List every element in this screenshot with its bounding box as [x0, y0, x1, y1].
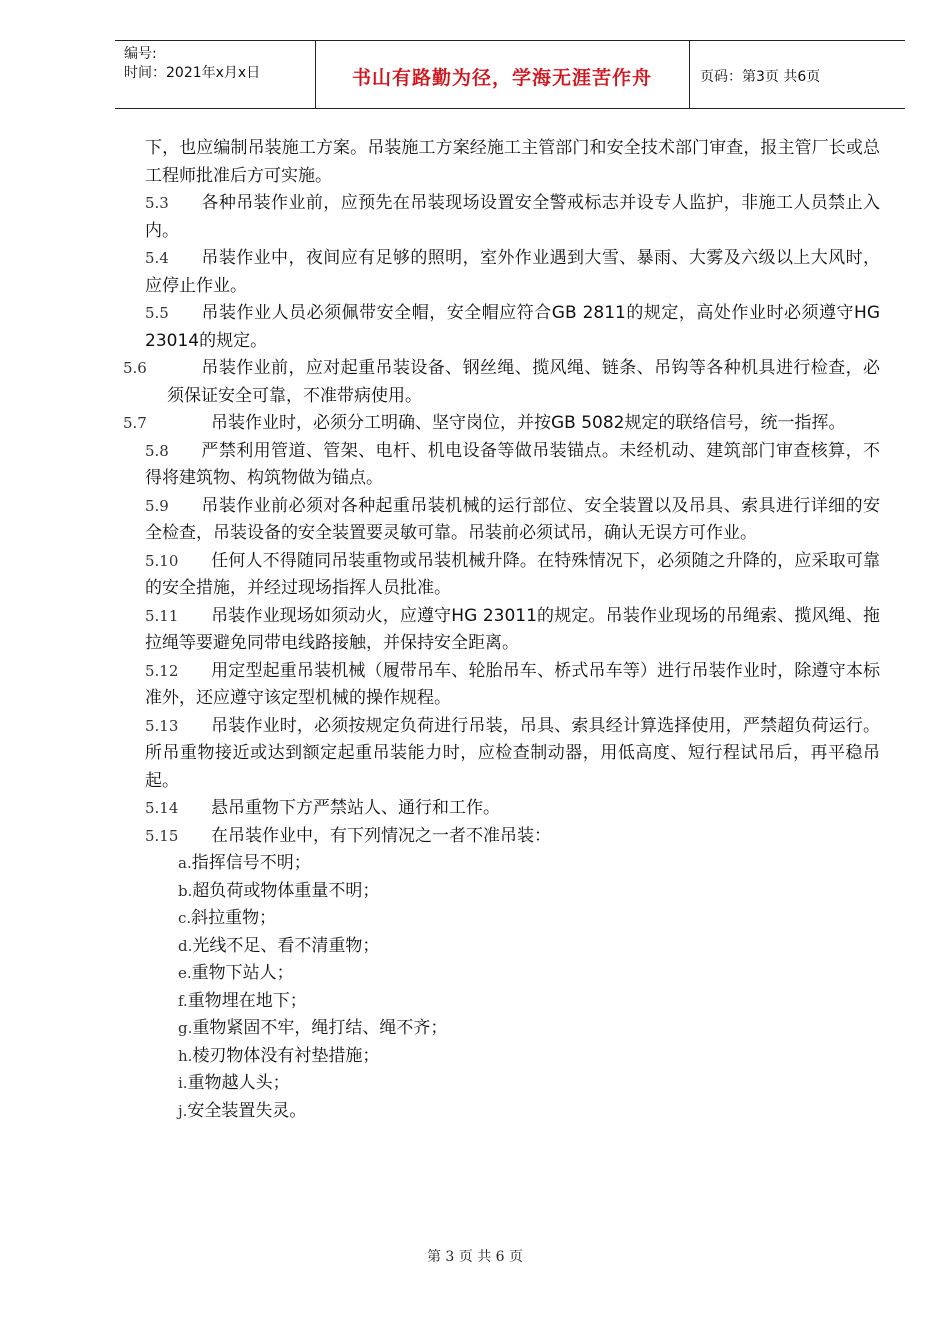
clause-5-11: [145, 603, 880, 658]
list-item-letter: d.: [178, 936, 193, 955]
list-item-text: 重物埋在地下；: [187, 990, 307, 1011]
header-motto-cell: [315, 41, 690, 108]
clause-number: 5.15: [145, 826, 179, 845]
clause-text: 吊装作业前，应对起重吊装设备、钢丝绳、揽风绳、链条、吊钩等各种机具进行检查，必须保证安全可靠，不准带病使用。: [167, 358, 880, 406]
list-item: [145, 988, 880, 1016]
list-item-text: 重物越人头；: [187, 1073, 290, 1093]
list-item: [145, 1070, 880, 1098]
list-item-text: 棱刃物体没有衬垫措施；: [192, 1045, 380, 1066]
motto-text: 书山有路勤为径，学海无涯苦作舟: [351, 67, 652, 89]
clause-5-8: [145, 438, 880, 493]
clause-text: 吊装作业现场如须动火，应遵守HG 23011的规定。吊装作业现场的吊绳索、揽风绳、拖拉绳等要避免同带电线路接触，并保持安全距离。: [145, 605, 880, 653]
list-item-text: 超负荷或物体重量不明；: [192, 880, 380, 901]
doc-time-label: 时间：2021年x月x日: [124, 65, 261, 81]
clause-5-4: [145, 245, 880, 300]
doc-code-label: 编号:: [124, 46, 157, 62]
list-item-letter: a.: [178, 854, 192, 872]
clause-5-15: [145, 823, 880, 851]
list-item-text: 指挥信号不明；: [191, 853, 311, 873]
list-item-letter: g.: [178, 1019, 193, 1037]
clause-number: 5.7: [123, 414, 147, 432]
clause-number: 5.14: [145, 799, 179, 817]
list-item-letter: j.: [178, 1101, 188, 1120]
list-item: [145, 1098, 880, 1126]
clause-text: 用定型起重吊装机械（履带吊车、轮胎吊车、桥式吊车等）进行吊装作业时，除遵守本标准外，还应遵守该定型机械的操作规程。: [145, 660, 880, 708]
list-item-text: 重物下站人；: [191, 963, 294, 983]
clause-text: 各种吊装作业前，应预先在吊装现场设置安全警戒标志并设专人监护，非施工人员禁止入内。: [145, 193, 880, 241]
list-item: [145, 960, 880, 988]
clause-text: 在吊装作业中，有下列情况之一者不准吊装：: [211, 825, 551, 846]
clause-5-10: [145, 548, 880, 603]
list-item: [145, 1015, 880, 1043]
clause-number: 5.4: [145, 249, 169, 267]
clause-5-3: [145, 190, 880, 245]
list-item-text: 光线不足、看不清重物；: [192, 935, 380, 956]
clause-text: 任何人不得随同吊装重物或吊装机械升降。在特殊情况下，必须随之升降的，应采取可靠的安全措施，并经过现场指挥人员批准。: [145, 550, 880, 598]
clause-5-12: [145, 658, 880, 713]
clause-number: 5.8: [145, 441, 169, 460]
clause-number: 5.6: [123, 359, 147, 377]
clause-number: 5.12: [145, 661, 179, 680]
list-item-letter: b.: [178, 881, 193, 900]
clause-text: 悬吊重物下方严禁站人、通行和工作。: [211, 798, 500, 818]
clause-text: 严禁利用管道、管架、电杆、机电设备等做吊装锚点。未经机动、建筑部门审查核算，不得将建筑物、构筑物做为锚点。: [145, 440, 880, 488]
clause-number: 5.3: [145, 194, 169, 212]
header-info-cell: [115, 41, 316, 108]
clause-number: 5.13: [145, 716, 179, 735]
clause-text: 吊装作业前必须对各种起重吊装机械的运行部位、安全装置以及吊具、索具进行详细的安全检查，吊装设备的安全装置要灵敏可靠。吊装前必须试吊，确认无误方可作业。: [145, 495, 880, 543]
clause-5-5: [145, 300, 880, 355]
list-item: [145, 1043, 880, 1071]
list-item-letter: i.: [178, 1074, 188, 1092]
page-header: [115, 40, 905, 109]
clause-number: 5.11: [145, 606, 179, 625]
clause-number: 5.9: [145, 496, 169, 515]
clause-number: 5.5: [145, 304, 169, 322]
page-number-label: 页码：第3页 共6页: [700, 69, 821, 85]
clause-5-6: [123, 355, 880, 410]
list-item-letter: h.: [178, 1046, 193, 1065]
list-item-text: 安全装置失灵。: [187, 1100, 307, 1121]
list-item-text: 重物紧固不牢，绳打结、绳不齐；: [192, 1018, 448, 1038]
list-item: [145, 905, 880, 933]
clause-5-14: [145, 795, 880, 823]
clause-text: 吊装作业时，必须分工明确、坚守岗位，并按GB 5082规定的联络信号，统一指挥。: [211, 413, 846, 433]
list-item: [145, 933, 880, 961]
clause-5-9: [145, 493, 880, 548]
clause-5-7: [123, 410, 880, 438]
list-item-letter: e.: [178, 964, 192, 982]
list-item: [145, 878, 880, 906]
list-item-letter: c.: [178, 909, 192, 927]
clause-5-13: [145, 713, 880, 796]
list-item: [145, 850, 880, 878]
list-item-text: 斜拉重物；: [191, 908, 277, 928]
paragraph-continuation: [145, 135, 880, 190]
page-footer: 第 3 页 共 6 页: [426, 1249, 524, 1265]
clause-number: 5.10: [145, 551, 179, 570]
document-body: [123, 135, 880, 1125]
list-item-letter: f.: [178, 991, 188, 1010]
clause-text: 吊装作业中，夜间应有足够的照明，室外作业遇到大雪、暴雨、大雾及六级以上大风时，应停止作业。: [145, 248, 880, 296]
clause-text: 吊装作业时，必须按规定负荷进行吊装，吊具、索具经计算选择使用，严禁超负荷运行。所吊重物接近或达到额定起重吊装能力时，应检查制动器，用低高度、短行程试吊后，再平稳吊起。: [145, 715, 880, 791]
header-page-cell: [690, 41, 905, 108]
clause-text: 吊装作业人员必须佩带安全帽，安全帽应符合GB 2811的规定，高处作业时必须遵守HG 23014的规定。: [145, 303, 880, 351]
paragraph-text: 下，也应编制吊装施工方案。吊装施工方案经施工主管部门和安全技术部门审查，报主管厂长或总工程师批准后方可实施。: [145, 138, 880, 186]
